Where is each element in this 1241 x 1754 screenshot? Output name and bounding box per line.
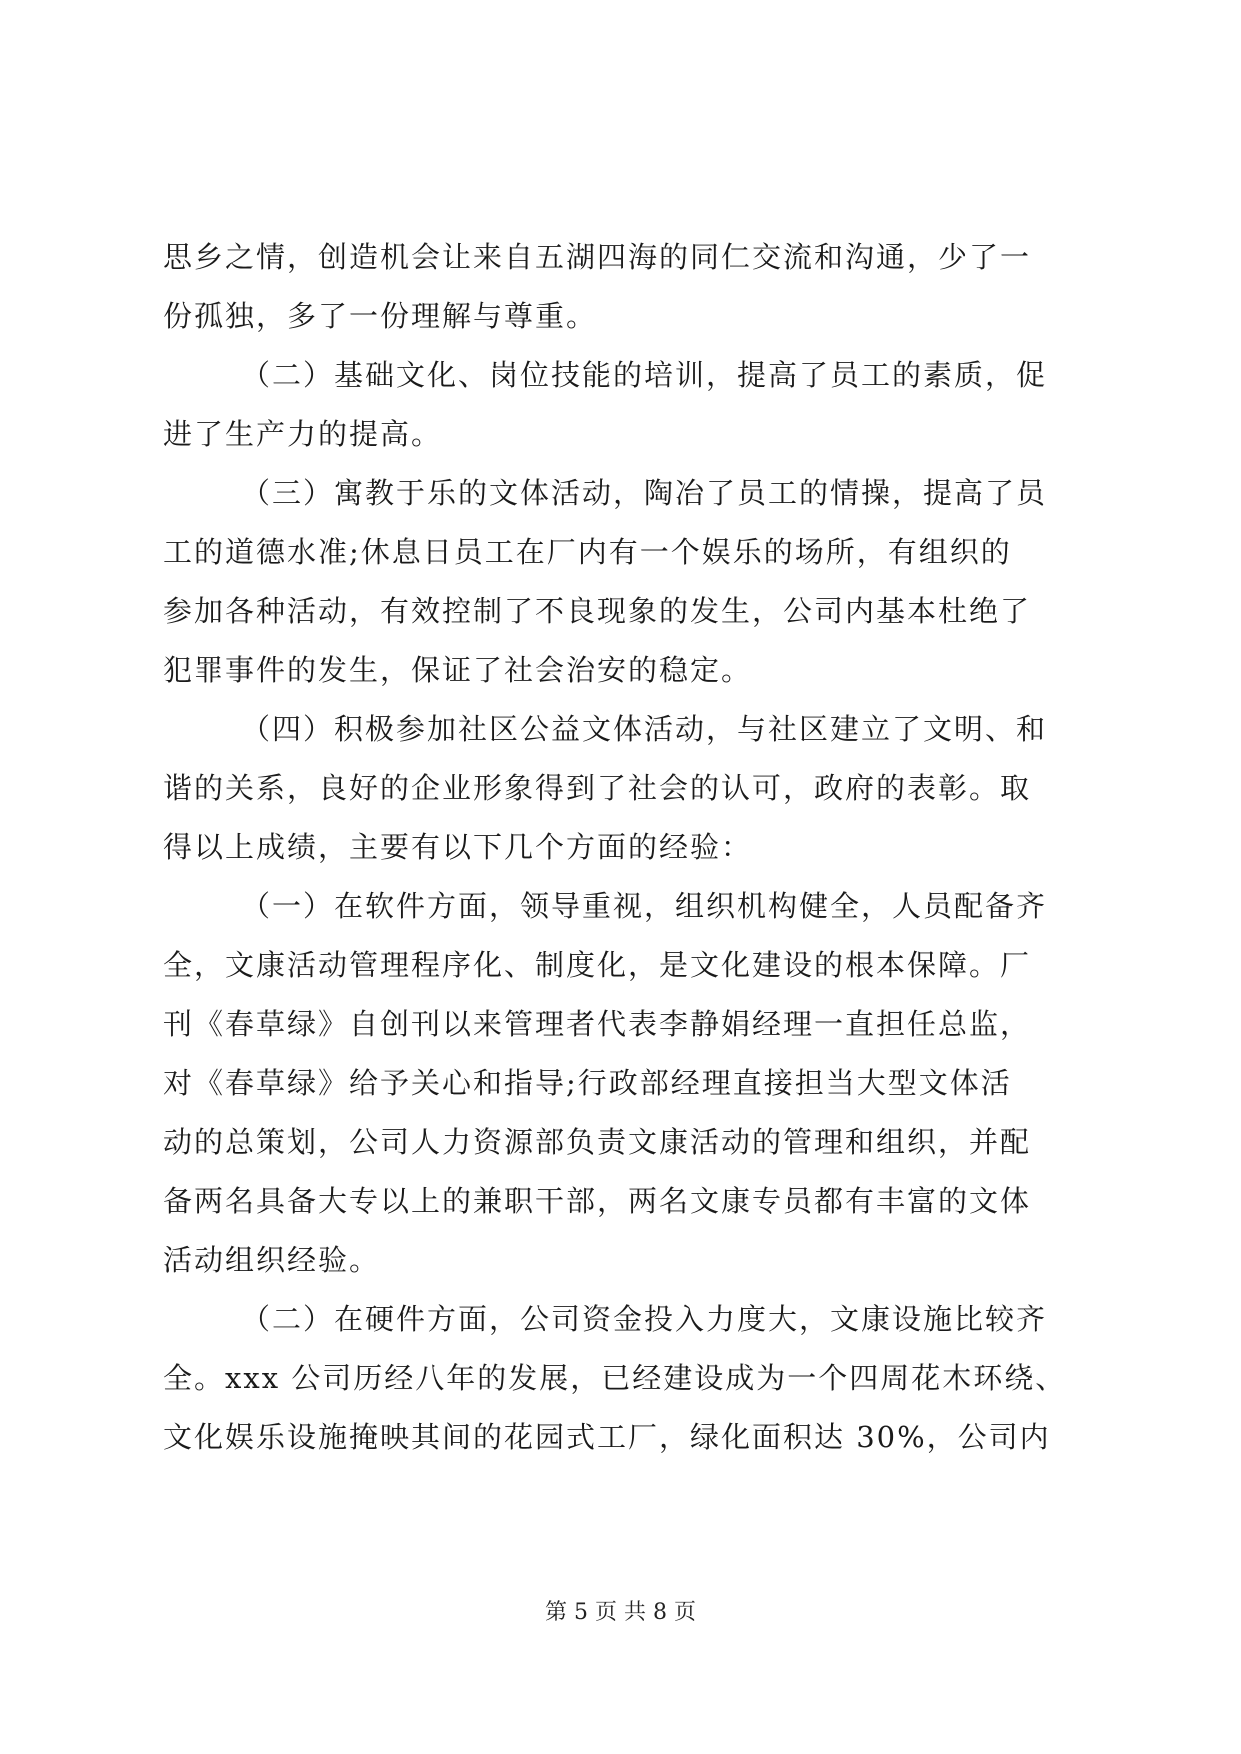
- text-line: 全。xxx 公司历经八年的发展，已经建设成为一个四周花木环绕、: [163, 1361, 1067, 1395]
- text-line: （三）寓教于乐的文体活动，陶冶了员工的情操，提高了员: [241, 476, 1048, 510]
- page-number-label: 第 5 页 共 8 页: [545, 1600, 696, 1625]
- text-line: 进了生产力的提高。: [163, 417, 443, 451]
- document-body: [163, 228, 1078, 1467]
- text-line: （二）基础文化、岗位技能的培训，提高了员工的素质，促: [241, 358, 1048, 392]
- text-line: 工的道德水准;休息日员工在厂内有一个娱乐的场所，有组织的: [163, 535, 1012, 569]
- text-line: 份孤独，多了一份理解与尊重。: [163, 299, 598, 333]
- text-line: 动的总策划，公司人力资源部负责文康活动的管理和组织，并配: [163, 1125, 1032, 1159]
- text-line: 全，文康活动管理程序化、制度化，是文化建设的根本保障。厂: [163, 948, 1032, 982]
- text-line: （四）积极参加社区公益文体活动，与社区建立了文明、和: [241, 712, 1048, 746]
- text-line: 备两名具备大专以上的兼职干部，两名文康专员都有丰富的文体: [163, 1184, 1032, 1218]
- text-line: 思乡之情，创造机会让来自五湖四海的同仁交流和沟通，少了一: [163, 240, 1032, 274]
- text-line: 对《春草绿》给予关心和指导;行政部经理直接担当大型文体活: [163, 1066, 1012, 1100]
- text-line: 参加各种活动，有效控制了不良现象的发生，公司内基本杜绝了: [163, 594, 1032, 628]
- text-line: 犯罪事件的发生，保证了社会治安的稳定。: [163, 653, 753, 687]
- text-line: （二）在硬件方面，公司资金投入力度大，文康设施比较齐: [241, 1302, 1048, 1336]
- page-footer: [0, 1595, 1241, 1626]
- text-line: （一）在软件方面，领导重视，组织机构健全，人员配备齐: [241, 889, 1048, 923]
- text-line: 谐的关系，良好的企业形象得到了社会的认可，政府的表彰。取: [163, 771, 1032, 805]
- text-line: 活动组织经验。: [163, 1243, 381, 1277]
- text-line: 得以上成绩，主要有以下几个方面的经验：: [163, 830, 753, 864]
- text-line: 刊《春草绿》自创刊以来管理者代表李静娟经理一直担任总监，: [163, 1007, 1032, 1041]
- text-line: 文化娱乐设施掩映其间的花园式工厂，绿化面积达 30%，公司内: [163, 1420, 1051, 1454]
